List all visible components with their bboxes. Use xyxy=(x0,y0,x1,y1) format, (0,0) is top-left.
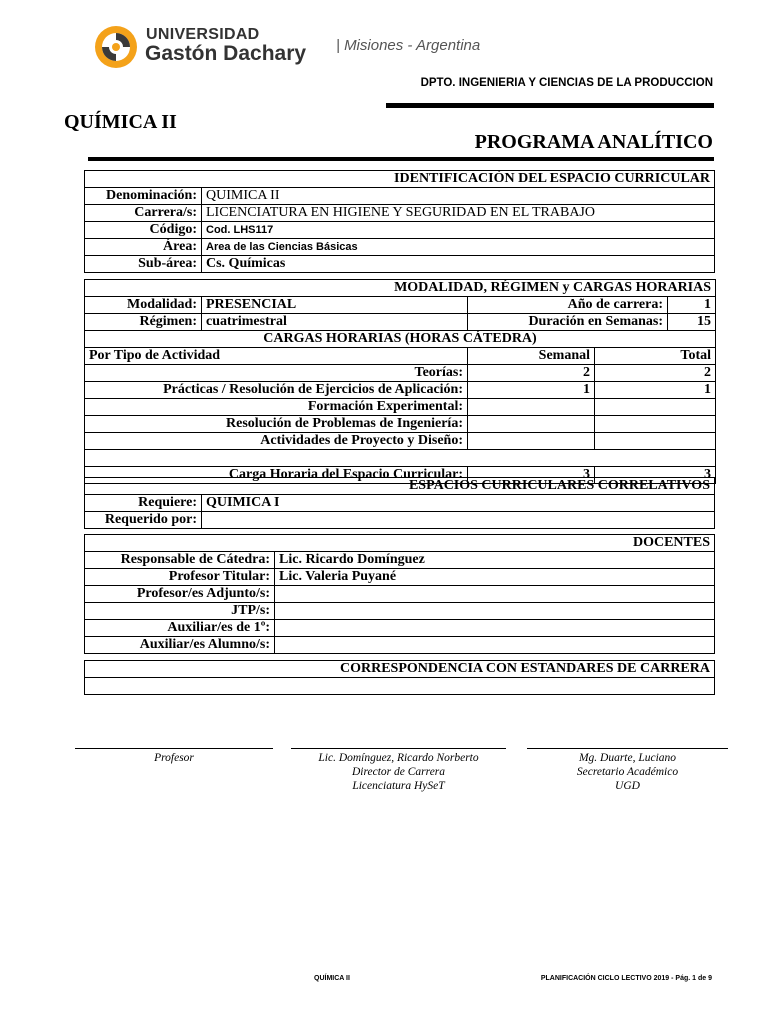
denominacion-label: Denominación: xyxy=(85,188,202,205)
table-row xyxy=(85,620,715,637)
adjunto-value xyxy=(275,586,715,603)
table-row xyxy=(85,552,715,569)
signature-director-name: Lic. Domínguez, Ricardo Norberto xyxy=(318,752,479,764)
university-name-line1: UNIVERSIDAD xyxy=(146,26,260,43)
formacion-label: Formación Experimental: xyxy=(85,399,468,416)
table-row xyxy=(85,256,715,273)
table-row xyxy=(85,222,715,239)
identificacion-title: IDENTIFICACIÓN DEL ESPACIO CURRICULAR xyxy=(85,171,715,188)
problemas-label: Resolución de Problemas de Ingeniería: xyxy=(85,416,468,433)
table-row xyxy=(85,512,715,529)
carga-total-total: 3 xyxy=(595,467,716,484)
titular-label: Profesor Titular: xyxy=(85,569,275,586)
correspondencia-title: CORRESPONDENCIA CON ESTANDARES DE CARRERA xyxy=(85,661,715,678)
denominacion-value: QUIMICA II xyxy=(202,188,715,205)
area-label: Área: xyxy=(85,239,202,256)
modalidad-table xyxy=(84,279,716,484)
practicas-label: Prácticas / Resolución de Ejercicios de Aplicación: xyxy=(85,382,468,399)
footer-subject: QUÍMICA II xyxy=(314,975,350,982)
identificacion-table xyxy=(84,170,715,273)
jtp-value xyxy=(275,603,715,620)
codigo-label: Código: xyxy=(85,222,202,239)
formacion-semanal xyxy=(468,399,595,416)
modalidad-title: MODALIDAD, RÉGIMEN y CARGAS HORARIAS xyxy=(85,280,716,297)
footer-page-info: PLANIFICACIÓN CICLO LECTIVO 2019 - Pág. 1 de 9 xyxy=(540,975,712,982)
teorias-label: Teorías: xyxy=(85,365,468,382)
carga-total-label: Carga Horaria del Espacio Curricular: xyxy=(85,467,468,484)
table-row xyxy=(85,382,716,399)
table-row xyxy=(85,348,716,365)
program-title: PROGRAMA ANALÍTICO xyxy=(474,131,713,153)
anio-value: 1 xyxy=(668,297,716,314)
requerido-value xyxy=(202,512,715,529)
table-row xyxy=(85,399,716,416)
table-row xyxy=(85,416,716,433)
duracion-value: 15 xyxy=(668,314,716,331)
signature-secretario xyxy=(527,751,728,793)
table-row xyxy=(85,586,715,603)
correlativos-table xyxy=(84,477,715,529)
titular-value: Lic. Valeria Puyané xyxy=(275,569,715,586)
carga-total-semanal: 3 xyxy=(468,467,595,484)
signature-line-secretario xyxy=(527,748,728,749)
duracion-label: Duración en Semanas: xyxy=(468,314,668,331)
anio-label: Año de carrera: xyxy=(468,297,668,314)
subarea-label: Sub-área: xyxy=(85,256,202,273)
teorias-semanal: 2 xyxy=(468,365,595,382)
auxiliar-primera-value xyxy=(275,620,715,637)
title-divider xyxy=(88,157,714,161)
carrera-value: LICENCIATURA EN HIGIENE Y SEGURIDAD EN EL TRABAJO xyxy=(202,205,715,222)
docentes-title: DOCENTES xyxy=(85,535,715,552)
university-logo-icon xyxy=(93,24,139,70)
formacion-total xyxy=(595,399,716,416)
area-value: Area de las Ciencias Básicas xyxy=(202,239,715,256)
activity-column-header: Por Tipo de Actividad xyxy=(85,348,468,365)
proyecto-semanal xyxy=(468,433,595,450)
auxiliar-alumno-value xyxy=(275,637,715,654)
table-row xyxy=(85,678,715,695)
table-row xyxy=(85,205,715,222)
adjunto-label: Profesor/es Adjunto/s: xyxy=(85,586,275,603)
subarea-value: Cs. Químicas xyxy=(202,256,715,273)
responsable-value: Lic. Ricardo Domínguez xyxy=(275,552,715,569)
proyecto-total xyxy=(595,433,716,450)
signature-line-profesor xyxy=(75,748,273,749)
table-row xyxy=(85,603,715,620)
table-row xyxy=(85,297,716,314)
practicas-semanal: 1 xyxy=(468,382,595,399)
signature-line-director xyxy=(291,748,506,749)
department-name: DPTO. INGENIERIA Y CIENCIAS DE LA PRODUCCION xyxy=(420,77,713,89)
practicas-total: 1 xyxy=(595,382,716,399)
table-row xyxy=(85,188,715,205)
docentes-table xyxy=(84,534,715,654)
university-location: | Misiones - Argentina xyxy=(336,37,481,54)
signature-director xyxy=(291,751,506,793)
requiere-label: Requiere: xyxy=(85,495,202,512)
teorias-total: 2 xyxy=(595,365,716,382)
proyecto-label: Actividades de Proyecto y Diseño: xyxy=(85,433,468,450)
table-row xyxy=(85,433,716,450)
total-column-header: Total xyxy=(595,348,716,365)
requiere-value: QUIMICA I xyxy=(202,495,715,512)
table-row xyxy=(85,495,715,512)
problemas-semanal xyxy=(468,416,595,433)
cargas-title: CARGAS HORARIAS (HORAS CÁTEDRA) xyxy=(85,331,716,348)
signature-secretario-name: Mg. Duarte, Luciano xyxy=(578,752,677,764)
header-divider xyxy=(386,103,714,108)
jtp-label: JTP/s: xyxy=(85,603,275,620)
signature-secretario-role: Secretario Académico xyxy=(576,766,679,778)
signature-profesor xyxy=(75,751,273,765)
correspondencia-content xyxy=(85,678,715,695)
signature-director-program: Licenciatura HySeT xyxy=(352,780,445,792)
auxiliar-alumno-label: Auxiliar/es Alumno/s: xyxy=(85,637,275,654)
correlativos-title: ESPACIOS CURRICULARES CORRELATIVOS xyxy=(85,478,715,495)
regimen-value: cuatrimestral xyxy=(202,314,468,331)
modalidad-value: PRESENCIAL xyxy=(202,297,468,314)
modalidad-label: Modalidad: xyxy=(85,297,202,314)
signature-profesor-line1: Profesor xyxy=(154,752,194,764)
signature-secretario-institution: UGD xyxy=(615,780,640,792)
table-row xyxy=(85,637,715,654)
university-name-line2: Gastón Dachary xyxy=(145,42,307,65)
requerido-label: Requerido por: xyxy=(85,512,202,529)
regimen-label: Régimen: xyxy=(85,314,202,331)
signature-director-role: Director de Carrera xyxy=(351,766,446,778)
semanal-column-header: Semanal xyxy=(468,348,595,365)
responsable-label: Responsable de Cátedra: xyxy=(85,552,275,569)
subject-title: QUÍMICA II xyxy=(64,111,177,133)
problemas-total xyxy=(595,416,716,433)
auxiliar-primera-label: Auxiliar/es de 1º: xyxy=(85,620,275,637)
table-row xyxy=(85,569,715,586)
table-row xyxy=(85,365,716,382)
carrera-label: Carrera/s: xyxy=(85,205,202,222)
table-row xyxy=(85,239,715,256)
correspondencia-table xyxy=(84,660,715,695)
table-row xyxy=(85,314,716,331)
codigo-value: Cod. LHS117 xyxy=(202,222,715,239)
